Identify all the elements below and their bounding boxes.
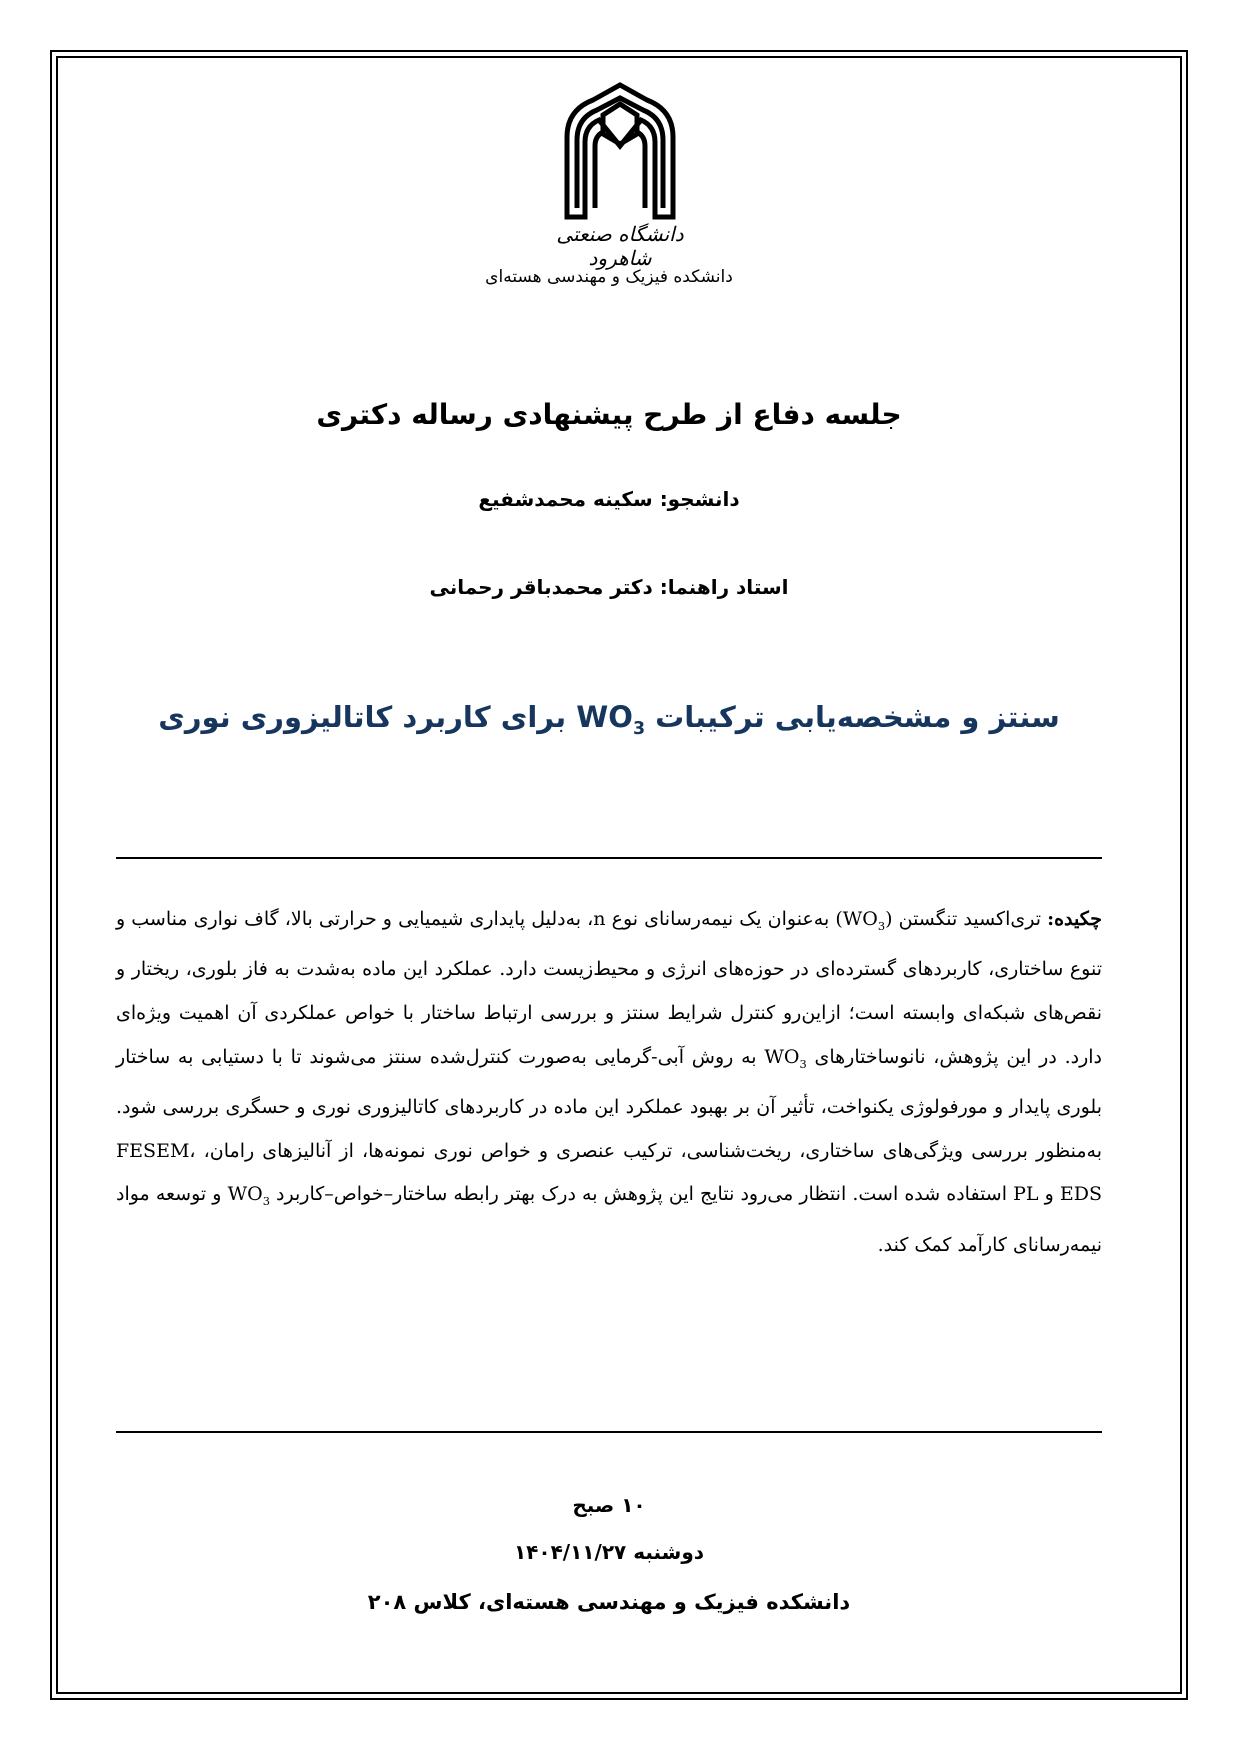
defense-title: جلسه دفاع از طرح پیشنهادی رساله دکتری: [316, 398, 902, 431]
abstract-formula-2: [764, 1045, 807, 1071]
student-name: دانشجو: سکینه محمدشفیع: [478, 487, 740, 511]
formula-sub: 3: [262, 1193, 270, 1208]
faculty-header: دانشکده فیزیک و مهندسی هسته‌ای: [485, 267, 733, 287]
thesis-title-after: برای کاربرد کاتالیزوری نوری: [158, 700, 577, 734]
formula-sub: 3: [877, 918, 886, 933]
abstract-text-3: به روش آبی-گرمایی به‌صورت کنترل‌شده سنتز می‌شوند تا با دستیابی به ساختار بلوری پایدار و مورفولوژی یکنواخت، تأثیر آن بر بهبود عملکرد این ماده در کاربردهای کاتالیزوری نوری و حسگری بررسی شود. به‌منظور بررسی ویژگی‌های ساختاری، ریخت‌شناسی، ترکیب عنصری و خواص نوری نمونه‌ها، از آنالیزهای رامان، FESEM، EDS و PL استفاده شده است. انتظار می‌رود نتایج این پژوهش به درک بهتر رابطه ساختار–خواص–کاربرد: [116, 1045, 1103, 1206]
abstract: [116, 898, 1102, 1267]
abstract-label: چکیده:: [1047, 908, 1102, 930]
formula-sub: 3: [632, 718, 646, 739]
abstract-text-4: و توسعه مواد نیمه‌رسانای کارآمد کمک کند.: [116, 1183, 1102, 1256]
abstract-text-2: ) به‌عنوان یک نیمه‌رسانای نوع n، به‌دلیل پایداری شیمیایی و حرارتی بالا، گاف نواری مناسب و تنوع ساختاری، کاربردهای گسترده‌ای در حوزه‌های انرژی و محیط‌زیست دارد. عملکرد این ماده به‌شدت به فاز بلوری، ریختار و نقص‌های شبکه‌ای وابسته است؛ ازاین‌رو کنترل شرایط سنتز و بررسی ارتباط ساختار با خواص عملکردی آن اهمیت ویژه‌ای دارد. در این پژوهش، نانوساختارهای: [116, 908, 1102, 1068]
separator-top: [116, 857, 1102, 859]
advisor-name: استاد راهنما: دکتر محمدباقر رحمانی: [429, 575, 789, 599]
abstract-formula-1: [842, 908, 886, 933]
formula-base: WO: [842, 908, 878, 930]
thesis-title-before: سنتز و مشخصه‌یابی ترکیبات: [645, 700, 1060, 734]
event-date: دوشنبه ۱۴۰۴/۱۱/۲۷: [513, 1540, 705, 1564]
separator-bottom: [116, 1431, 1102, 1433]
university-logo-text: دانشگاه صنعتی شاهرود: [556, 222, 684, 270]
thesis-title-formula: [576, 700, 646, 739]
abstract-formula-3: [227, 1183, 270, 1208]
event-time: ۱۰ صبح: [572, 1493, 646, 1517]
university-logo-icon: [555, 82, 685, 222]
formula-base: WO: [764, 1045, 800, 1068]
thesis-title: [116, 700, 1102, 739]
formula-base: WO: [576, 700, 633, 734]
page-border-inner: [56, 56, 1182, 1694]
formula-sub: 3: [799, 1056, 807, 1071]
abstract-text-1: تری‌اکسید تنگستن (: [885, 908, 1048, 930]
formula-base: WO: [227, 1183, 263, 1206]
event-venue: دانشکده فیزیک و مهندسی هسته‌ای، کلاس ۲۰۸: [367, 1590, 851, 1614]
